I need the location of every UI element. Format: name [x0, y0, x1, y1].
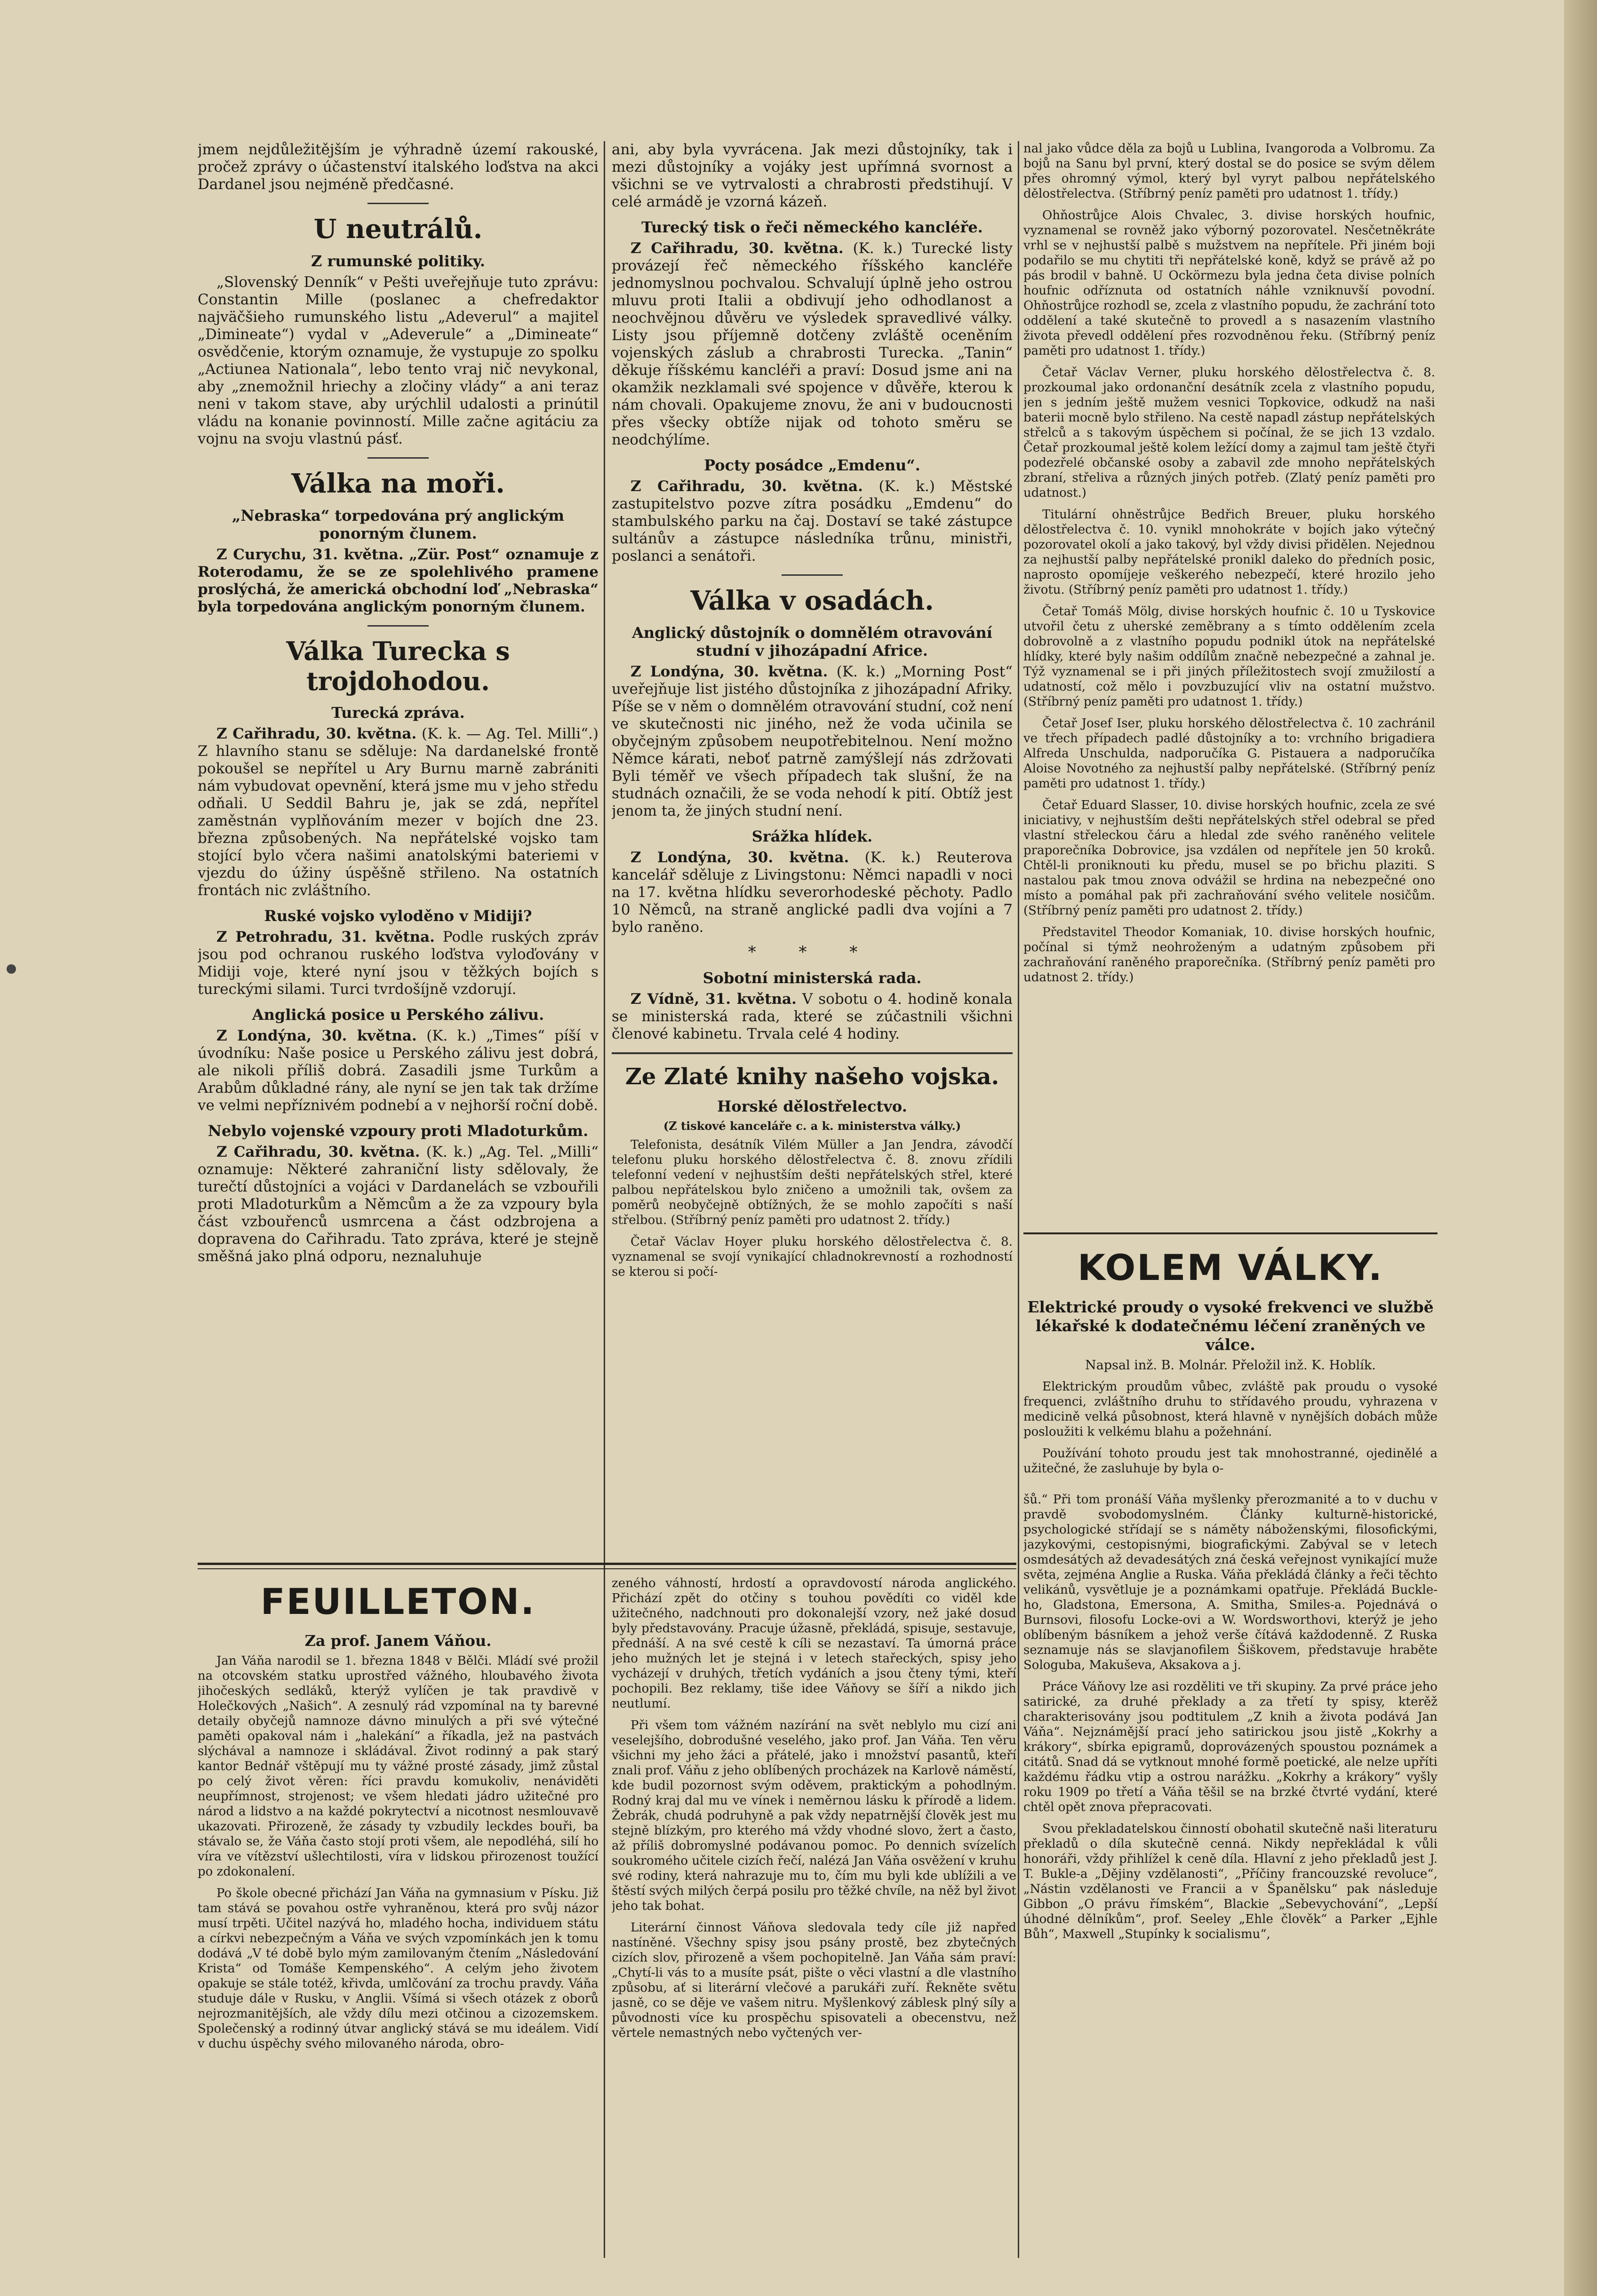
sea-title: Válka na moři.	[291, 468, 505, 499]
award-paragraph: Titulární ohněstrůjce Bedřich Breuer, pluku horského dělostřelectva č. 10. vynikl mnohokráte v bojích jako výtečný pozorovatel okolí a jako takový, byl vždy divisi přidělen. Nejednou za nejhustší palby nepřátelské pronikl daleko do předních posic, naprosto opomíjeje veškerého nebezpečí, které hrozilo jeho životu. (Stříbrný peníz paměti pro udatnost 1. třídy.)	[1023, 508, 1435, 597]
section-rule	[367, 625, 429, 627]
nebraska-subtitle: „Nebraska“ torpedována prý anglickým ponorným člunem.	[232, 507, 565, 542]
award-paragraph: Ohňostrůjce Alois Chvalec, 3. divise horských houfnic, vyznamenal se rovněž jako výborný pozorovatel. Nesčetněkráte vrhl se v nejhustší palbě s mužstvem na nepřítele. Při jiném boji podařilo se mu chytiti tři nepřátelské koně, když se právě až po pás brodil v bahně. U Ockörmezu byla jedna četa divise polních houfnic odříznuta od ostatních náhle vzniknuvší povodní. Ohňostrůjce rozhodl se, zcela z vlastního popudu, že zachrání toto oddělení a také skutečně to provedl a s nasazením vlastního života převedl oddělení přes rozvodněnou řeku. (Stříbrný peníz paměti pro udatnost 1. třídy.)	[1023, 208, 1435, 358]
emden-subtitle: Pocty posádce „Emdenu“.	[704, 456, 920, 474]
article-text: „Zür. Post“ oznamuje z Roterodamu, že se ze spolehlivého pramene proslýchá, že americká obchodní loď „Nebraska“ byla torpedována anglickým ponorným člunem.	[198, 546, 599, 615]
speech-article	[612, 240, 1013, 449]
dateline: Z Londýna, 30. května.	[216, 1027, 417, 1044]
dateline: Z Londýna, 30. května.	[631, 663, 828, 680]
feuilleton-paragraph: Literární činnost Váňova sledovala tedy cíle již napřed nastíněné. Všechny spisy jsou psány prostě, bez zbytečných cizích slov, přirozeně a všem pochopitelně. Jan Váňa sám praví: „Chytí-li vás to a musíte psát, pište o věci vlastní a dle vlastního způsobu, ať si literární vlečové a parukáři zuří. Řekněte světu jasně, co se děje ve vašem nitru. Myšlenkový záblesk plný síly a původnosti více ku prospěchu spisovateli a obecenstvu, než věrtele nemastných nebo vyčtených ver-	[612, 1921, 1016, 2040]
article-text: Podle ruských zpráv jsou pod ochranou ruského loďstva vyloďovány v Midiji voje, které nyní jsou v těžkých bojích s tureckými silami. Turci tvrdošíjně vzdorují.	[198, 929, 599, 998]
artillery-paragraph: Četař Václav Hoyer pluku horského dělostřelectva č. 8. vyznamenal se svojí vynikající chladnokrevností a rozhodností se kterou si počí-	[612, 1235, 1013, 1279]
award-paragraph: Četař Václav Verner, pluku horského dělostřelectva č. 8. prozkoumal jako ordonanční desátník zcela z vlastního popudu, jen s jedním ještě mužem vesnici Topkovice, odkudž na naši baterii mocně bylo střileno. Na cestě napadl zástup nepřátelských střelců a s takovým úspěchem si počínal, že se jich 13 vzdalo. Četař prozkoumal ještě kolem ležící domy a zajmul tam ještě čtyři podezřelé občanské osoby a zabavil zde mnoho nepřátelských zbraní, střeliva a různých jiných potřeb. (Zlatý peníz paměti pro udatnost.)	[1023, 365, 1435, 500]
article-text: (K. k.) Městské zastupitelstvo pozve zítra posádku „Emdenu“ do stambulského parku na čaj. Dostaví se také zástupce sultánův a zástupce následníka trůnu, ministři, poslanci a senátoři.	[612, 478, 1013, 564]
emden-article	[612, 478, 1013, 565]
persian-subtitle: Anglická posice u Perského zálivu.	[252, 1006, 544, 1024]
dateline: Z Cařihradu, 30. května.	[216, 725, 417, 742]
turkish-report-subtitle: Turecká zpráva.	[331, 704, 465, 722]
dateline: Z Cařihradu, 30. května.	[631, 240, 844, 257]
article-text: (K. k.) Turecké listy provázejí řeč německého říšského kancléře jednomyslnou pochvalou. Schvalují úplně jeho ostrou mluvu proti Italii a obdivují jeho odhodlanost a neochvějnou důvěru ve výsledek spravedlivé války. Listy jsou příjemně dotčeny zvláště oceněním vojenských záslub a chrabrosti Turecka. „Tanin“ děkuje říšskému kancléři a praví: Dosud jsme ani na okamžik nezklamali své spojence v důvěře, kterou k nám chovali. Opakujeme znovu, že ani v budoucnosti přes všecky obtíže nijak od tohoto směru se neodchýlíme.	[612, 240, 1013, 448]
dateline: Z Curychu, 31. května.	[216, 546, 404, 563]
award-paragraph: Četař Josef Iser, pluku horského dělostřelectva č. 10 zachránil ve třech případech padlé důstojníky a to: vrchního brigadiera Alfreda Unschulda, nadporučíka G. Pistauera a nadporučíka Aloise Novotného za nejhustší palby nepřátelské. (Stříbrný peníz paměti pro udatnost 1. třídy.)	[1023, 716, 1435, 791]
persian-article	[198, 1027, 599, 1114]
skirmish-article	[612, 849, 1013, 936]
feuilleton-subtitle: Za prof. Janem Váňou.	[304, 1632, 492, 1650]
turkey-title: Válka Turecka s trojdohodou.	[286, 636, 510, 696]
article-text: V sobotu o 4. hodině konala se ministerská rada, které se zúčastnili všichni členové kabinetu. Trvala celé 4 hodiny.	[612, 991, 1013, 1042]
council-article	[612, 991, 1013, 1043]
dateline: Z Vídně, 31. května.	[631, 991, 797, 1008]
artillery-note: (Z tiskové kanceláře c. a k. ministerstva války.)	[663, 1119, 961, 1133]
romanian-text: „Slovenský Denník“ v Pešti uveřejňuje tuto zprávu: Constantin Mille (poslanec a chefredaktor najväčšieho rumunského listu „Adeverul“ a majiteľ „Dimineate“) vydal v „Adeverule“ a „Dimineate“ osvědčenie, ktorým oznamuje, že vystupuje zo spolku „Actiunea Nationala“, lebo tento vraj nič nevykonal, aby „znemožnil hriechy a zločiny vlády“ a ani teraz neni v takom stave, aby urýchlil udalosti a prinútil vládu na konanie povinností. Mille začne agitáciu za vojnu na svoju vlastnú pásť.	[198, 274, 599, 447]
dateline: Z Petrohradu, 31. května.	[216, 929, 435, 945]
nebraska-article	[198, 546, 599, 616]
feuilleton-paragraph: Při všem tom vážném nazírání na svět neblylo mu cizí ani veselejšího, dobrodušné veselého, jako prof. Jan Váňa. Ten věru všichni my jeho žáci a přátelé, jako i množství pasantů, kteří znali prof. Váňu z jeho oblíbených procházek na Karlově náměstí, kde budil pozornost svým oděvem, praktickým a pohodlným. Rodný kraj dal mu ve vínek i neměrnou lásku k přírodě a lidem. Žebrák, chudá podruhyně a pak vždy nepatrnější člověk jest mu stejně blízkým, pro kterého má vždy vhodné slovo, žert a často, až příliš dobromyslné podávanou pomoc. Po dennich svízelích soukromého učitele cizích řečí, nalézá Jan Váňa osvěžení v kruhu své rodiny, která nahrazuje mu to, čím mu byli kde ublížili a ve štěstí svých milých čerpá posilu pro těžké chvíle, na něž byl život jeho tak bohat.	[612, 1718, 1016, 1913]
feuilleton-paragraph: Jan Váňa narodil se 1. března 1848 v Bělči. Mládí své prožil na otcovském statku uprostřed vážného, hloubavého života jihočeských sedláků, kterýž vylíčen je tak pravdivě v Holečkových „Našich“. A zesnulý rád vzpomínal na ty barevné detaily obyčejů namnoze dávno minulých a při své výtečné paměti opakoval nám i „halekání“ a říkadla, jež na pastvách slýchával a namnoze i skládával. Život rodinný a pak starý kantor Bednář vštěpují mu ty vážné prosté zásady, jimž zůstal po celý život věren: říci pravdu komukoliv, nenáviděti neupřímnost, strojenost; ve všem hledati jádro užitečné pro národ a lidstvo a na každé pokrytectví a nicotnost nesmlouvavě ukazovati. Přirozeně, že zásady ty vzbudily leckdes bouři, ba stávalo se, že Váňa často stojí proti všem, ale nepodléhá, silí ho víra ve vítězství ušlechtilosti, víra v lidskou přirozenost toužící po zdokonalení.	[198, 1654, 599, 1879]
kolem-rule	[1023, 1232, 1437, 1234]
award-paragraph: Představitel Theodor Komaniak, 10. divise horských houfnic, počínal si týmž neohroženým a udatným způsobem při zachraňování raněného praporečníka. (Stříbrný peníz paměti pro udatnost 2. třídy.)	[1023, 925, 1435, 985]
poison-article	[612, 663, 1013, 820]
article-text: (K. k.) „Times“ píší v úvodníku: Naše posice u Perského zálivu jest dobrá, ale nikoli příliš dobrá. Zasadili jsme Turkům a Arabům důkladné rány, ale nyní se jen tak tak držíme ve velmi nepříznivém podnebí a v nejhorší roční době.	[198, 1027, 599, 1114]
column-1	[198, 141, 599, 1609]
midia-article	[198, 929, 599, 998]
kolem-valky-title: KOLEM VÁLKY.	[1078, 1247, 1383, 1288]
golden-book-title: Ze Zlaté knihy našeho vojska.	[625, 1064, 999, 1090]
kolem-valky-section	[1023, 1242, 1437, 2296]
feuilleton-paragraph: zeného váhností, hrdostí a opravdovostí národa anglického. Přichází zpět do otčiny s touhou povědíti co viděl kde užitečného, nadchnouti pro dokonalejší vzory, než jaké dosud byly představovány. Pracuje úžasně, překládá, spisuje, sestavuje, přednáší. A na své cestě k cíli se nezastaví. Ta úmorná práce jeho mužných let je stejná i v letech stařeckých, spisy jeho vycházejí v druhých, třetích vydáních a jsou čteny tými, kteří pochopili. Bez reklamy, tiše idee Váňovy se šíří a nikdo jich neutlumí.	[612, 1576, 1016, 1711]
column-2	[612, 141, 1013, 1505]
article-text: (K. k.) „Ag. Tel. „Milli“ oznamuje: Některé zahraniční listy sdělovaly, že turečtí důstojníci a vojáci v Dardanelách se vzbouřili proti Mladoturkům a Němcům a že za vzpoury byla část vzbouřenců usmrcena a část odzbrojena a dopravena do Cařihradu. Tato zpráva, které je stejně směšná jako plná odporu, neznaluhuje	[198, 1144, 599, 1265]
feuilleton-column-2	[612, 1576, 1016, 2258]
council-subtitle: Sobotní ministerská rada.	[703, 969, 922, 987]
electric-body	[1023, 1379, 1437, 1942]
continued-text: ani, aby byla vyvrácena. Jak mezi důstojníky, tak i mezi důstojníky a vojáky jest upřímná svornost a všichni se ve vytrvalosti a chrabrosti předstihují. V celé armádě je vzorná kázeň.	[612, 141, 1013, 210]
continued-text: nal jako vůdce děla za bojů u Lublina, Ivangoroda a Volbromu. Za bojů na Sanu byl první, který dostal se do posice se svým dělem přes ohromný výmol, který byl vyryt palbou nepřátelského dělostřelectva. (Stříbrný peníz paměti pro udatnost 1. třídy.)	[1023, 142, 1435, 201]
colonies-title: Válka v osadách.	[690, 585, 934, 616]
section-rule	[782, 574, 843, 576]
column-divider	[604, 141, 605, 2258]
feuilleton-paragraph: Po škole obecné přichází Jan Váňa na gymnasium v Písku. Již tam stává se povahou ostře vyhraněnou, která pro svůj názor musí trpěti. Učitel nazývá ho, mladého hocha, individuem státu a církvi nebezpečným a Váňa ve svých vzpomínkách jen k tomu dodává „V té době bylo mým zamilovaným čtením „Následování Krista“ od Tomáše Kempenského“. A celým jeho životem opakuje se stále totéž, křivda, umlčování za trochu pravdy. Váňa studuje dále v Rusku, v Anglii. Všímá si všech otázek z oborů nejrozmanitějších, ale vždy dílu mezi otčinou a cizozemskem. Společenský a rodinný útvar anglický stává se mu ideálem. Vidí v duchu úspěchy svého milovaného národa, obro-	[198, 1886, 599, 2051]
ornament: * * *	[748, 943, 877, 961]
section-rule	[367, 457, 429, 459]
electric-byline: Napsal inž. B. Molnár. Přeložil inž. K. Hoblík.	[1085, 1358, 1376, 1373]
article-text: (K. k.) „Morning Post“ uveřejňuje list jistého důstojníka z jihozápadní Afriky. Píše se v něm o domnělém otravování studní, což není ve skutečnosti nic jiného, než že voda učinila se obyčejným způsobem neupotřebitelnou. Není možno Němce kárati, neboť patrně zamýšlejí nás zdržovati Byli téměř ve všech případech tak slušní, že na studnách označili, že se voda nehodí k pití. Obtíž jest jenom ta, že jiných studní není.	[612, 663, 1013, 819]
feuilleton-column-1	[198, 1576, 599, 2248]
electric-title: Elektrické proudy o vysoké frekvenci ve službě lékařské k dodatečnému léčení zraněných ve válce.	[1027, 1298, 1434, 1354]
artillery-text	[612, 1137, 1013, 1279]
poison-subtitle: Anglický důstojník o domnělém otravování studní v jihozápadní Africe.	[632, 624, 992, 659]
electric-paragraph: Elektrickým proudům vůbec, zvláště pak proudu o vysoké frequenci, zvláštního druhu to střídavého proudu, vyhrazena v medicině velká působnost, která hlavně v nynějších dobách může posloužiti k velkému blahu a požehnání.	[1023, 1380, 1437, 1439]
skirmish-subtitle: Srážka hlídek.	[751, 827, 873, 845]
dateline: Z Cařihradu, 30. května.	[631, 478, 863, 495]
mladoturk-article	[198, 1144, 599, 1265]
binding-hole	[7, 964, 16, 974]
award-paragraph: Četař Eduard Slasser, 10. divise horských houfnic, zcela ze své iniciativy, v nejhustším dešti nepřátelských střel odebral se před vlastní střeleckou čáru a hledal zde svého raněného velitele praporečníka Dobrovice, jsa vzdálen od nepřítele jen 50 kroků. Chtěl-li proniknouti ku předu, musel se po břichu plaziti. S nastalou pak tmou znova odvážil se hrdina na nebezpečné ono místo a pomáhal pak při zachraňování svého velitele nosičům. (Stříbrný peníz paměti pro udatnost 2. třídy.)	[1023, 798, 1435, 918]
award-paragraph: Četař Tomáš Mölg, divise horských houfnic č. 10 u Tyskovice utvořil četu z uherské zeměbrany a s tímto oddělením zcela dobrovolně a z vlastního popudu podnikl útok na nepřátelské hlídky, které byly našim oddílům značně nebezpečné a zahnal je. Týž vyznamenal se i při jiných příležitostech svojí zmužilostí a udatností, což mělo i povzbuzující vliv na ostatní mužstvo. (Stříbrný peníz paměti pro udatnost 1. třídy.)	[1023, 604, 1435, 709]
feuilleton-continued: šů.“ Při tom pronáší Váňa myšlenky přerozmanité a to v duchu v pravdě svobodomyslném. Články kulturně-historické, psychologické střídají se s náměty náboženskými, filosofickými, jazykovými, cestopisnými, biografickými. Zabýval se v letech osmdesátých až devadesátých zná česká veřejnost vynikající muže světa, zejména Anglie a Ruska. Váňa překládá články a řeči těchto velikánů, vysvětluje je a poznámkami opatřuje. Překládá Buckle-ho, Gladstona, Emersona, A. Smitha, Smiles-a. Pojednává o Burnsovi, filosofu Locke-ovi a W. Wordsworthovi, kterýž je jeho oblíbeným básníkem a jehož verše čítává každodenně. Z Ruska seznamuje nás se slavjanofilem Šiškovem, představuje hraběte Sologuba, Makuševa, Aksakova a j.	[1023, 1493, 1437, 1672]
intro-paragraph: jmem nejdůležitějším je výhradně území rakouské, pročež zprávy o účastenství italského loďstva na akci Dardanel jsou nejméně předčasné.	[198, 141, 599, 193]
artillery-paragraph: Telefonista, desátník Vilém Müller a Jan Jendra, závodčí telefonu pluku horského dělostřelectva č. 8. znovu zřídili telefonní vedení v nejhustším dešti nepřátelských střel, které palbou nepřátelskou bylo zničeno a umožnili tak, ovšem za poměrů neobyčejně obtížných, že se mohlo započíti s naší střelbou. (Stříbrný peníz paměti pro udatnost 2. třídy.)	[612, 1138, 1013, 1227]
section-rule	[612, 1052, 1013, 1054]
dateline: Z Londýna, 30. května.	[631, 849, 849, 866]
feuilleton-paragraph: Práce Váňovy lze asi rozděliti ve tři skupiny. Za prvé práce jeho satirické, za druhé překlady a za třetí ty spisy, kterěž charakterisovány jsou podtitulem „Z knih a života podává Jan Váňa“. Nejznámější prací jeho satirickou jsou jistě „Kokrhy a krákory“, sbírka epigramů, doprovázených spoustou poznámek a citátů. Snad dá se vytknout mnohé formě poetické, ale nelze upříti každému řádku vtip a ostrou narážku. „Kokrhy a krákory“ vyšly roku 1909 po třetí a Váňa těšil se na brzké čtvrté vydání, které chtěl opět znova přepracovati.	[1023, 1680, 1437, 1814]
turkish-report-article	[198, 725, 599, 899]
midia-subtitle: Ruské vojsko vyloděno v Midiji?	[264, 907, 532, 925]
dateline: Z Cařihradu, 30. května.	[216, 1144, 420, 1160]
column-3	[1023, 141, 1435, 1228]
romanian-subtitle: Z rumunské politiky.	[311, 252, 485, 270]
speech-subtitle: Turecký tisk o řeči německého kancléře.	[641, 218, 983, 236]
feuilleton-title: FEUILLETON.	[260, 1581, 536, 1622]
article-text: (K. k. — Ag. Tel. Milli“.) Z hlavního stanu se sděluje: Na dardanelské frontě pokoušel se nepřítel u Ary Burnu marně zabrániti nám vybudovat opevnění, která jsme mu v jeho středu odňali. U Seddil Bahru je, jak se zdá, nepřítel zaměstnán vyplňováním mezer v bojích dne 23. března způsobených. Na nepřátelské vojsko tam stojící bylo včera našimi anatolskými bateriemi v vjezdu do úžiny úspěšně střileno. Na ostatních frontách nic zvláštního.	[198, 725, 599, 899]
artillery-subtitle: Horské dělostřelectvo.	[717, 1097, 907, 1115]
neutral-title: U neutrálů.	[313, 214, 483, 245]
electric-paragraph: Používání tohoto proudu jest tak mnohostranné, ojedinělé a užitečné, že zasluhuje by byla o-	[1023, 1446, 1437, 1476]
mladoturk-subtitle: Nebylo vojenské vzpoury proti Mladoturkům.	[208, 1122, 589, 1140]
section-rule	[367, 203, 429, 204]
page-edge	[1564, 0, 1597, 2296]
feuilleton-paragraph: Svou překladatelskou činností obohatil skutečně naši literaturu překladů o díla skutečně cenná. Nikdy nepřekládal k vůli honoráři, vždy přihlížel k ceně díla. Hlavní z jeho překladů jest J. T. Bukle-a „Dějiny vzdělanosti“, „Příčiny francouzské revoluce“, „Nástin vzdělanosti ve Francii a v Španělsku“ pak následuje Gibbon „O právu římském“, Blackie „Sebevychování“, „Lepší úhodné dělníkům“, prof. Seeley „Ehle člověk“ a Parker „Ejhle Bůh“, Maxwell „Stupínky k socialismu“,	[1023, 1822, 1437, 1941]
column-divider	[1018, 141, 1019, 2258]
article-text: (K. k.) Reuterova kancelář sděluje z Livingstonu: Němci napadli v noci na 17. května hlídku severorhodeské pěchoty. Padlo 10 Němců, na straně anglické padli dva vojíni a 7 bylo raněno.	[612, 849, 1013, 936]
